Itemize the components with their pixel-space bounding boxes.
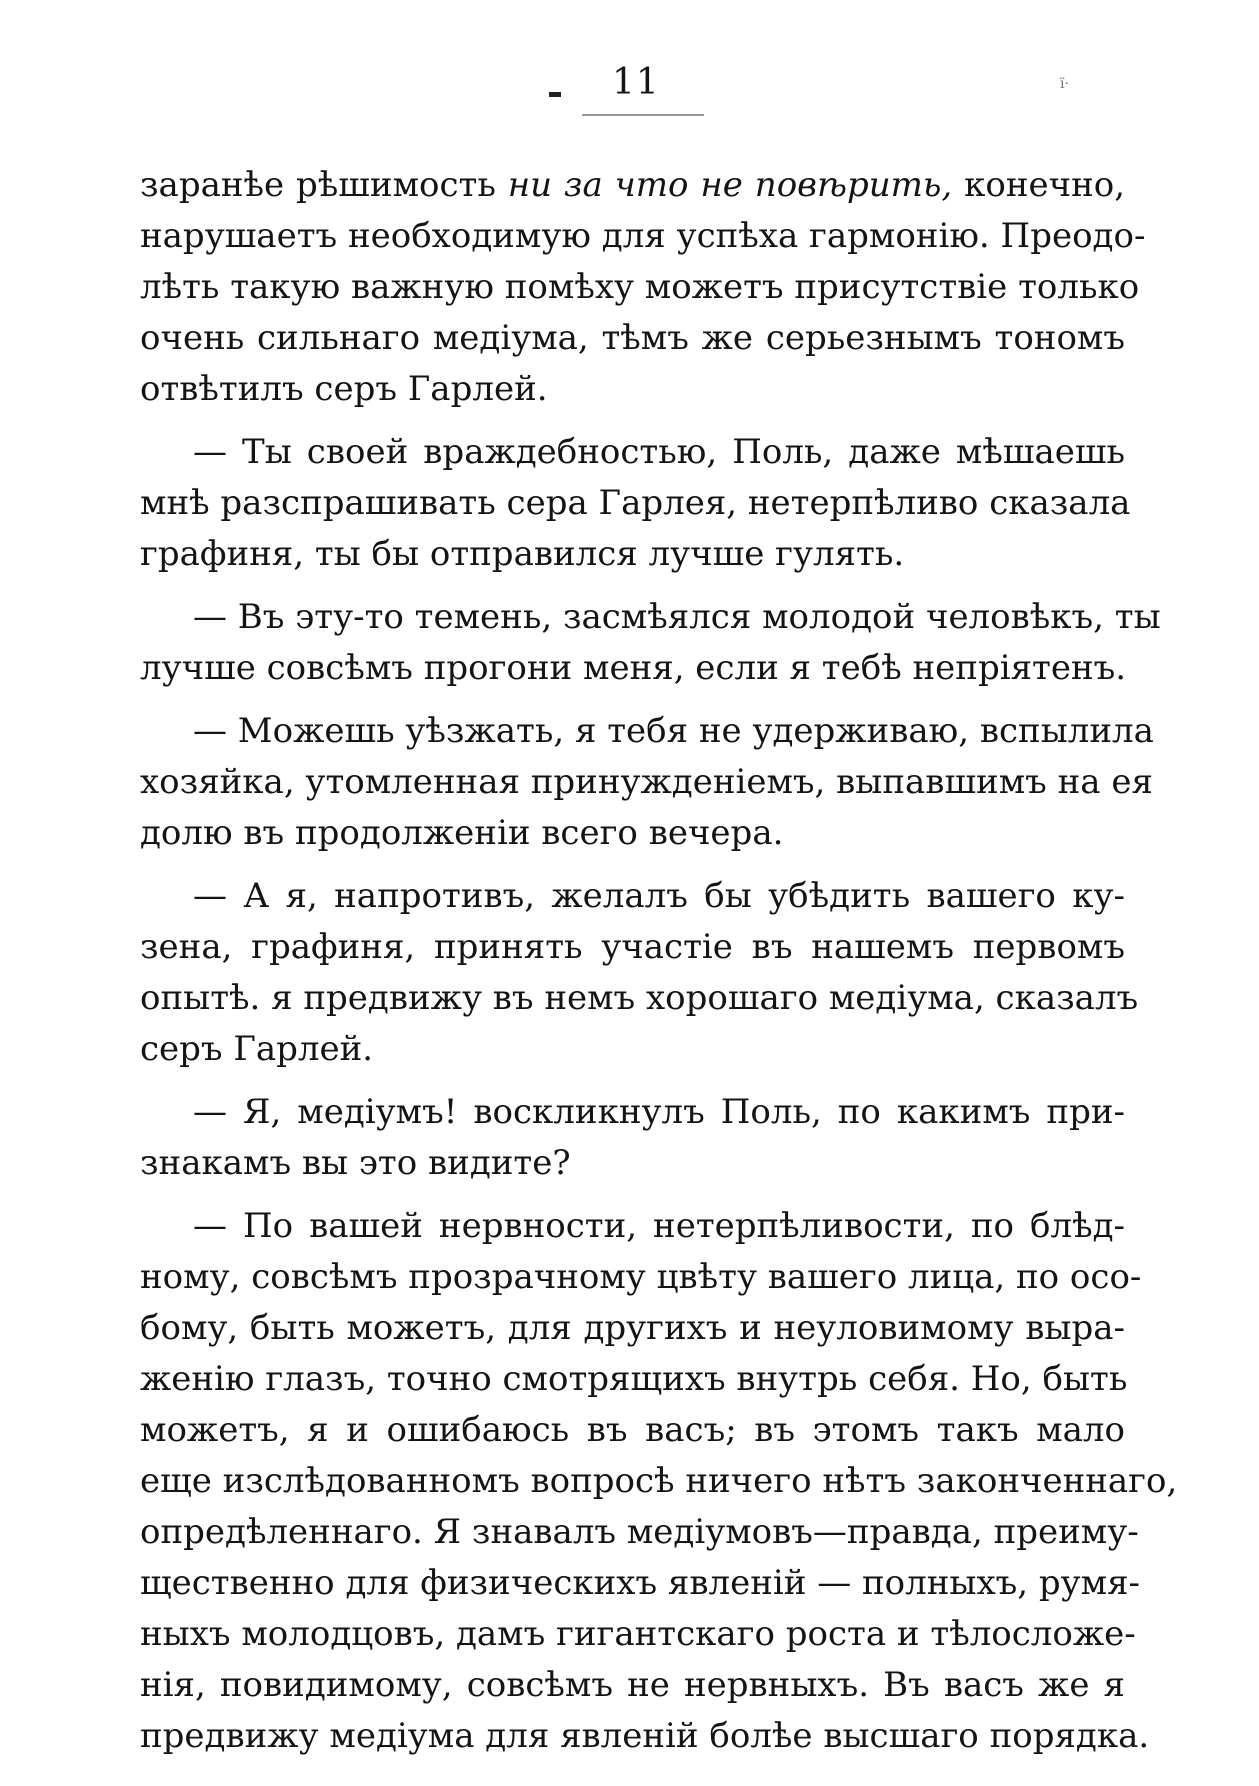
text-line: опредѣленнаго. Я знавалъ медіумовъ—правда, преиму- [140,1512,1139,1552]
text-line: отвѣтилъ серъ Гарлей. [140,369,548,409]
header-rule [582,114,704,116]
text-line: очень сильнаго медіума, тѣмъ же серьезнымъ тономъ [140,318,1125,358]
italic-phrase: ни за что не повѣрить, [507,165,953,205]
text-line: можетъ, я и ошибаюсь въ васъ; въ этомъ такъ мало [140,1410,1125,1450]
text-line: серъ Гарлей. [140,1029,374,1069]
text-fragment: конечно, [964,165,1126,205]
header-dash [549,92,561,97]
text-line: нарушаетъ необходимую для успѣха гармонію. Преодо- [140,216,1146,256]
text-line [140,160,1125,211]
text-line: — По вашей нервности, нетерпѣливости, по блѣд- [193,1206,1125,1246]
text-line: — Въ эту-то темень, засмѣялся молодой человѣкъ, ты [193,597,1161,637]
text-fragment: заранѣе рѣшимость [140,165,496,205]
text-line: — Я, медіумъ! воскликнулъ Поль, по какимъ при- [193,1092,1125,1132]
text-line: лучше совсѣмъ прогони меня, если я тебѣ непріятенъ. [140,648,1127,688]
text-line: мнѣ разспрашивать сера Гарлея, нетерпѣливо сказала [140,483,1131,523]
text-line: ному, совсѣмъ прозрачному цвѣту вашего лица, по осо- [140,1257,1142,1297]
page-header [0,58,1259,118]
text-line: знакамъ вы это видите? [140,1143,571,1183]
page-number: 11 [612,62,660,103]
text-line: бому, быть можетъ, для другихъ и неуловимому выра- [140,1308,1125,1348]
text-line: нія, повидимому, совсѣмъ не нервныхъ. Въ васъ же я [140,1665,1125,1705]
text-line: хозяйка, утомленная принужденіемъ, выпавшимъ на ея [140,762,1153,802]
body-text [140,160,1178,1762]
text-line: лѣть такую важную помѣху можетъ присутствіе только [140,267,1140,307]
text-line: — Можешь уѣзжать, я тебя не удерживаю, вспылила [193,711,1154,751]
text-line: зена, графиня, принять участіе въ нашемъ первомъ [140,927,1125,967]
text-line: ныхъ молодцовъ, дамъ гигантскаго роста и тѣлосложе- [140,1614,1136,1654]
text-line: опытѣ. я предвижу въ немъ хорошаго медіума, сказалъ [140,978,1139,1018]
text-line: — А я, напротивъ, желалъ бы убѣдить вашего ку- [193,876,1125,916]
text-line: женію глазъ, точно смотрящихъ внутрь себя. Но, быть [140,1359,1128,1399]
text-line: — Ты своей враждебностью, Поль, даже мѣшаешь [193,432,1125,472]
text-line: долю въ продолженіи всего вечера. [140,813,784,853]
corner-mark: ї· [1060,76,1069,92]
text-line: еще изслѣдованномъ вопросѣ ничего нѣтъ законченнаго, [140,1461,1178,1501]
text-line: щественно для физическихъ явленій — полныхъ, румя- [140,1563,1141,1603]
text-line: графиня, ты бы отправился лучше гулять. [140,534,905,574]
text-line: предвижу медіума для явленій болѣе высшаго порядка. [140,1716,1150,1756]
